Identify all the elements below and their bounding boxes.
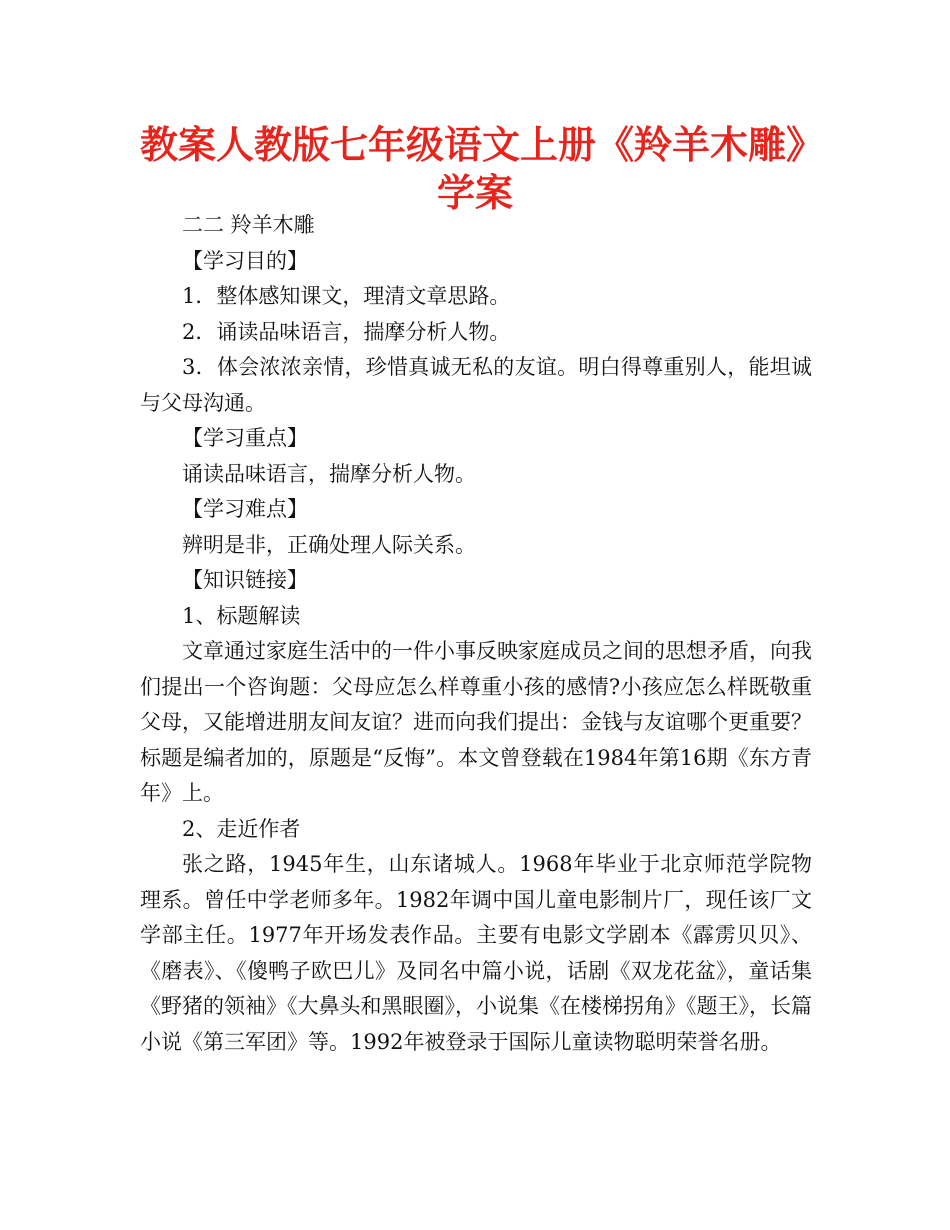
author-paragraph: 张之路，1945年生，山东诸城人。1968年毕业于北京师范学院物理系。曾任中学老师多年。1982年调中国儿童电影制片厂，现任该厂文学部主任。1977年开场发表作品。主要有电影文学剧本《霹雳贝贝》、《磨表》、《傻鸭子欧巴儿》及同名中篇小说，话剧《双龙花盆》，童话集《野猪的领袖》《大鼻头和黑眼圈》，小说集《在楼梯拐角》《题王》，长篇小说《第三军团》等。1992年被登录于国际儿童读物聪明荣誉名册。 — [140, 852, 812, 1054]
difficulties-heading: 【学习难点】 — [182, 497, 308, 521]
document-title-line-1: 教案人教版七年级语文上册《羚羊木雕》 — [140, 123, 825, 167]
key-points-heading: 【学习重点】 — [182, 426, 308, 450]
knowledge-heading: 【知识链接】 — [182, 568, 308, 592]
title-reading-heading: 1、标题解读 — [182, 603, 301, 628]
key-points-text: 诵读品味语言，揣摩分析人物。 — [182, 461, 476, 486]
objectives-heading: 【学习目的】 — [182, 248, 308, 273]
objective-item-3: 3．体会浓浓亲情，珍惜真诚无私的友谊。明白得尊重别人，能坦诚与父母沟通。 — [140, 355, 812, 415]
document-body — [140, 208, 812, 1060]
document-title-line-2: 学案 — [436, 171, 513, 215]
author-heading: 2、走近作者 — [182, 816, 301, 841]
difficulties-text: 辨明是非，正确处理人际关系。 — [182, 532, 476, 557]
objective-item-2: 2．诵读品味语言，揣摩分析人物。 — [182, 319, 511, 344]
title-reading-paragraph: 文章通过家庭生活中的一件小事反映家庭成员之间的思想矛盾，向我们提出一个咨询题：父母应怎么样尊重小孩的感情?小孩应怎么样既敬重父母，又能增进朋友间友谊？进而向我们提出：金钱与友谊哪个更重要？标题是编者加的，原题是“反悔”。本文曾登载在1984年第16期《东方青年》上。 — [140, 639, 812, 805]
objective-item-1: 1．整体感知课文，理清文章思路。 — [182, 284, 511, 308]
lesson-heading: 二二 羚羊木雕 — [182, 213, 315, 237]
